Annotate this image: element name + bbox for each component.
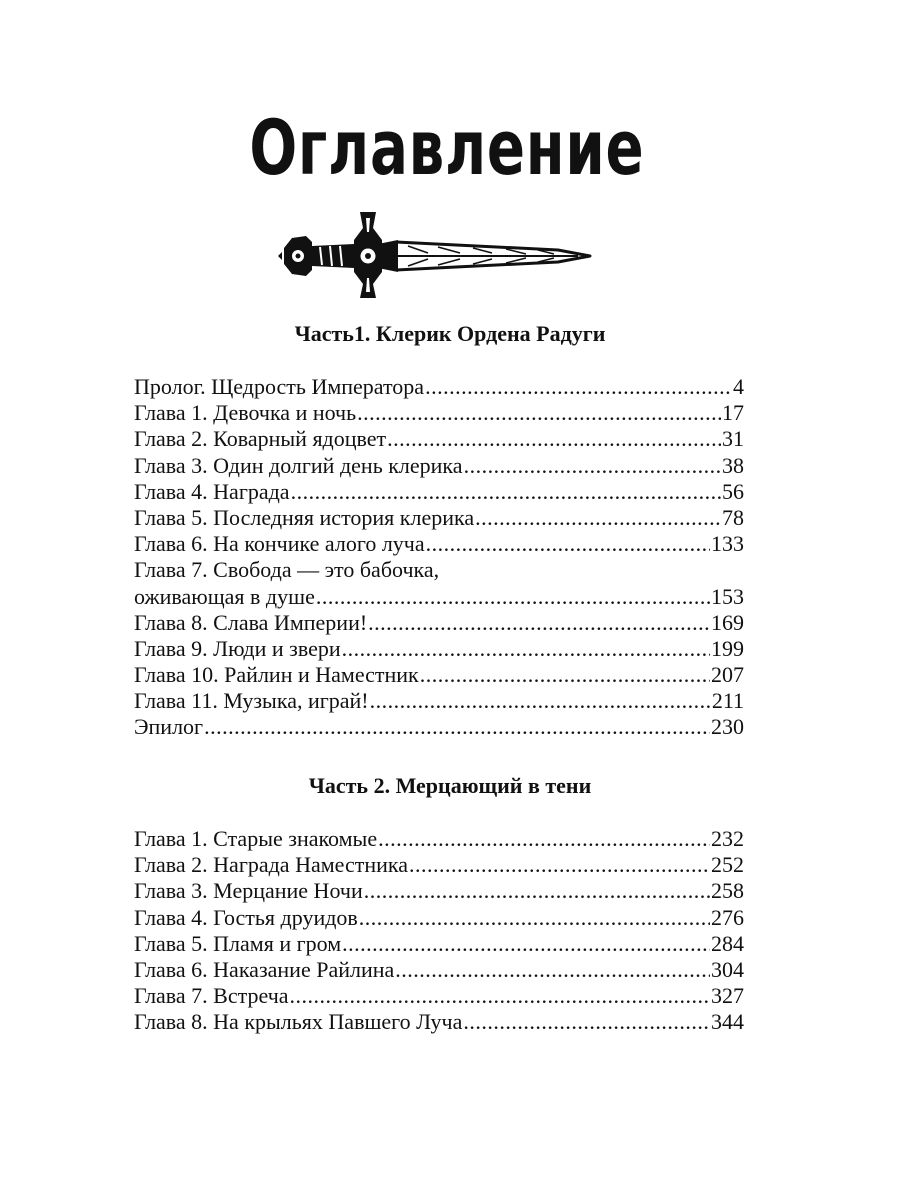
leader-dots — [368, 610, 710, 636]
toc-entry-title: Глава 5. Пламя и гром — [134, 930, 342, 956]
leader-dots — [342, 931, 710, 957]
toc-entry[interactable] — [134, 1009, 744, 1035]
toc-entry-title: Глава 2. Награда Наместника — [134, 852, 409, 878]
leader-dots — [395, 957, 710, 983]
toc-page-number: 199 — [711, 635, 744, 661]
part1-toc — [134, 374, 744, 741]
toc-page-number: 258 — [711, 878, 744, 904]
toc-entry-title: Эпилог — [134, 714, 204, 740]
toc-page-number: 252 — [711, 852, 744, 878]
toc-page-number: 232 — [711, 826, 744, 851]
leader-dots — [420, 662, 710, 688]
toc-entry[interactable] — [134, 400, 744, 426]
toc-entry-title: Глава 1. Старые знакомые — [134, 826, 378, 851]
toc-entry-title: Глава 11. Музыка, играй! — [134, 688, 369, 714]
toc-entry-title: Глава 7. Встреча — [134, 983, 289, 1009]
toc-entry[interactable] — [134, 878, 744, 904]
toc-page-number: 17 — [722, 400, 744, 426]
part1-heading: Часть1. Клерик Ордена Радуги — [294, 321, 606, 346]
leader-dots — [316, 584, 710, 610]
toc-page-number: 31 — [722, 426, 744, 452]
toc-entry[interactable] — [134, 636, 744, 662]
toc-entry[interactable] — [134, 584, 744, 610]
toc-entry[interactable] — [134, 610, 744, 636]
leader-dots — [464, 453, 721, 479]
toc-page-number: 276 — [711, 904, 744, 930]
toc-page-number: 56 — [722, 478, 744, 504]
toc-entry-title: Глава 1. Девочка и ночь — [134, 400, 357, 426]
toc-page-number: 133 — [711, 531, 744, 557]
leader-dots — [387, 426, 721, 452]
leader-dots — [475, 505, 721, 531]
toc-page-number: 211 — [711, 688, 744, 714]
toc-page-number: 230 — [711, 714, 744, 740]
toc-page-number: 284 — [711, 930, 744, 956]
toc-entry[interactable] — [134, 426, 744, 452]
toc-entry-title: Глава 10. Райлин и Наместник — [134, 662, 419, 688]
toc-page-number: 304 — [711, 956, 744, 982]
toc-entry-title: оживающая в душе — [134, 583, 315, 609]
toc-entry-title: Глава 7. Свобода — это бабочка, — [134, 557, 440, 583]
part2-heading: Часть 2. Мерцающий в тени — [308, 773, 592, 798]
leader-dots — [357, 400, 721, 426]
leader-dots — [409, 852, 710, 878]
toc-entry[interactable] — [134, 957, 744, 983]
toc-entry-title: Глава 4. Награда — [134, 478, 290, 504]
leader-dots — [378, 826, 710, 852]
leader-dots — [342, 636, 710, 662]
toc-entry[interactable] — [134, 479, 744, 505]
toc-entry[interactable] — [134, 505, 744, 531]
toc-entry-title: Глава 4. Гостья друидов — [134, 904, 358, 930]
toc-entry-title: Глава 2. Коварный ядоцвет — [134, 426, 387, 452]
toc-entry-title: Глава 8. На крыльях Павшего Луча — [134, 1009, 463, 1035]
leader-dots — [291, 479, 721, 505]
toc-entry[interactable] — [134, 374, 744, 400]
toc-page-number: 153 — [711, 583, 744, 609]
leader-dots — [463, 1009, 710, 1035]
leader-dots — [359, 905, 710, 931]
toc-entry[interactable] — [134, 931, 744, 957]
toc-entry[interactable] — [134, 688, 744, 714]
toc-page-number: 207 — [711, 662, 744, 688]
page-title: Оглавление — [249, 103, 645, 192]
toc-entry-title: Глава 3. Один долгий день клерика — [134, 452, 463, 478]
toc-page-number: 4 — [733, 374, 744, 399]
toc-entry[interactable] — [134, 714, 744, 740]
toc-page-number: 169 — [711, 609, 744, 635]
toc-entry[interactable] — [134, 453, 744, 479]
toc-entry[interactable] — [134, 852, 744, 878]
toc-page-number: 344 — [711, 1009, 744, 1035]
toc-entry-title: Глава 9. Люди и звери — [134, 635, 341, 661]
toc-entry-title: Глава 8. Слава Империи! — [134, 609, 368, 635]
toc-entry-title: Глава 3. Мерцание Ночи — [134, 878, 363, 904]
toc-entry[interactable] — [134, 983, 744, 1009]
leader-dots — [204, 714, 710, 740]
toc-entry[interactable] — [134, 662, 744, 688]
toc-entry[interactable] — [134, 557, 744, 583]
leader-dots — [364, 878, 710, 904]
leader-dots — [426, 531, 710, 557]
toc-page-number: 38 — [722, 452, 744, 478]
leader-dots — [425, 374, 732, 400]
toc-entry-title: Глава 6. На кончике алого луча — [134, 531, 425, 557]
toc-entry-title: Глава 6. Наказание Райлина — [134, 956, 395, 982]
toc-entry[interactable] — [134, 531, 744, 557]
toc-entry[interactable] — [134, 826, 744, 852]
toc-page-number: 327 — [711, 983, 744, 1009]
part2-toc — [134, 826, 744, 1036]
leader-dots — [370, 688, 711, 714]
toc-entry-title: Пролог. Щедрость Императора — [134, 374, 425, 399]
toc-page-number: 78 — [722, 504, 744, 530]
toc-entry-title: Глава 5. Последняя история клерика — [134, 504, 475, 530]
toc-entry[interactable] — [134, 905, 744, 931]
leader-dots — [290, 983, 710, 1009]
sword-icon — [278, 206, 594, 302]
